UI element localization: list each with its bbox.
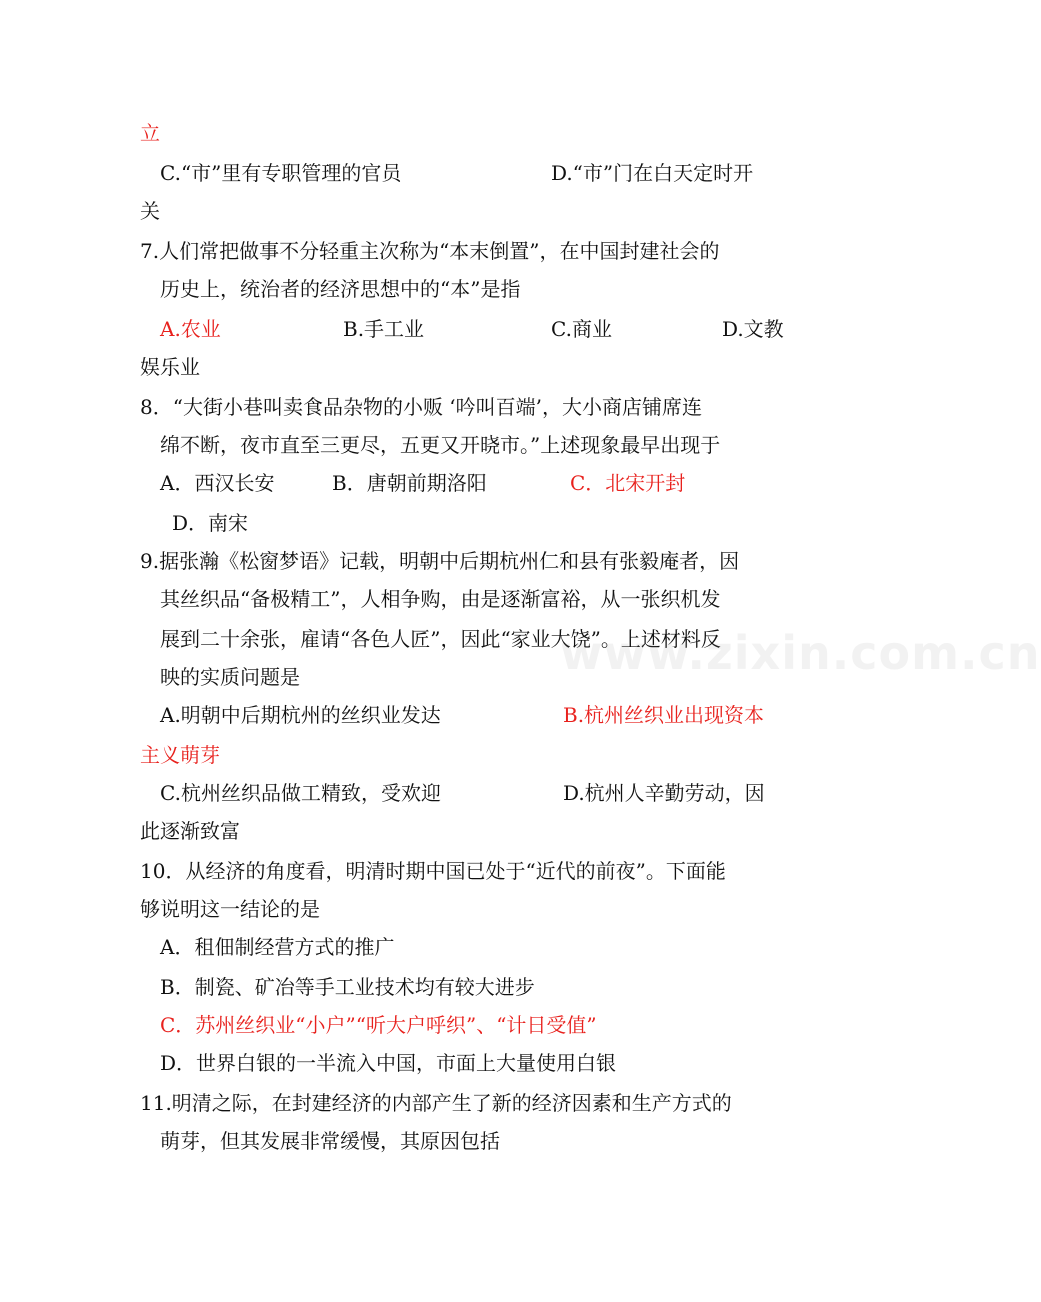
question-8-text: 8．“大街小巷叫卖食品杂物的小贩 ‘吟叫百端’，大小商店铺席连 <box>140 395 703 419</box>
option-a: A.明朝中后期杭州的丝织业发达 <box>160 703 441 727</box>
watermark: www.zixin.com.cn <box>560 626 1041 680</box>
option-d-continuation: 娱乐业 <box>140 355 200 379</box>
option-d: D.杭州人辛勤劳动，因 <box>563 781 765 805</box>
option-d: D.文教 <box>722 317 784 341</box>
question-9-text: 9.据张瀚《松窗梦语》记载，明朝中后期杭州仁和县有张毅庵者，因 <box>140 549 740 573</box>
option-d: D．南宋 <box>172 511 249 535</box>
question-11-text: 11.明清之际，在封建经济的内部产生了新的经济因素和生产方式的 <box>140 1091 732 1115</box>
option-b: B.手工业 <box>343 317 425 341</box>
option-b-continuation: 主义萌芽 <box>140 743 220 767</box>
question-9-text: 展到二十余张，雇请“各色人匠”，因此“家业大饶”。上述材料反 <box>160 627 721 651</box>
answer-continuation: 立 <box>140 121 160 145</box>
option-a: A．西汉长安 <box>160 471 275 495</box>
option-d: D．世界白银的一半流入中国，市面上大量使用白银 <box>160 1051 617 1075</box>
option-d-continuation: 关 <box>140 199 160 223</box>
option-b-answer: B.杭州丝织业出现资本 <box>563 703 765 727</box>
question-10-text: 10．从经济的角度看，明清时期中国已处于“近代的前夜”。下面能 <box>140 859 726 883</box>
option-b: B．制瓷、矿冶等手工业技术均有较大进步 <box>160 975 535 999</box>
option-a: A．租佃制经营方式的推广 <box>160 935 395 959</box>
question-10-text: 够说明这一结论的是 <box>140 897 320 921</box>
question-7-text: 7.人们常把做事不分轻重主次称为“本末倒置”，在中国封建社会的 <box>140 239 720 263</box>
option-b: B．唐朝前期洛阳 <box>332 471 487 495</box>
question-9-text: 映的实质问题是 <box>160 665 300 689</box>
option-d: D.“市”门在白天定时开 <box>551 161 754 185</box>
option-c: C.商业 <box>551 317 612 341</box>
question-11-text: 萌芽，但其发展非常缓慢，其原因包括 <box>160 1129 500 1153</box>
option-a-answer: A.农业 <box>160 317 221 341</box>
question-8-text: 绵不断，夜市直至三更尽，五更又开晓市。”上述现象最早出现于 <box>160 433 721 457</box>
option-d-continuation: 此逐渐致富 <box>140 819 240 843</box>
option-c-answer: C．北宋开封 <box>570 471 686 495</box>
question-7-text: 历史上，统治者的经济思想中的“本”是指 <box>160 277 521 301</box>
option-c-answer: C．苏州丝织业“小户”“听大户呼织”、“计日受值” <box>160 1013 597 1037</box>
option-c: C.杭州丝织品做工精致，受欢迎 <box>160 781 441 805</box>
question-9-text: 其丝织品“备极精工”，人相争购，由是逐渐富裕，从一张织机发 <box>160 587 721 611</box>
option-c: C.“市”里有专职管理的官员 <box>160 161 402 185</box>
